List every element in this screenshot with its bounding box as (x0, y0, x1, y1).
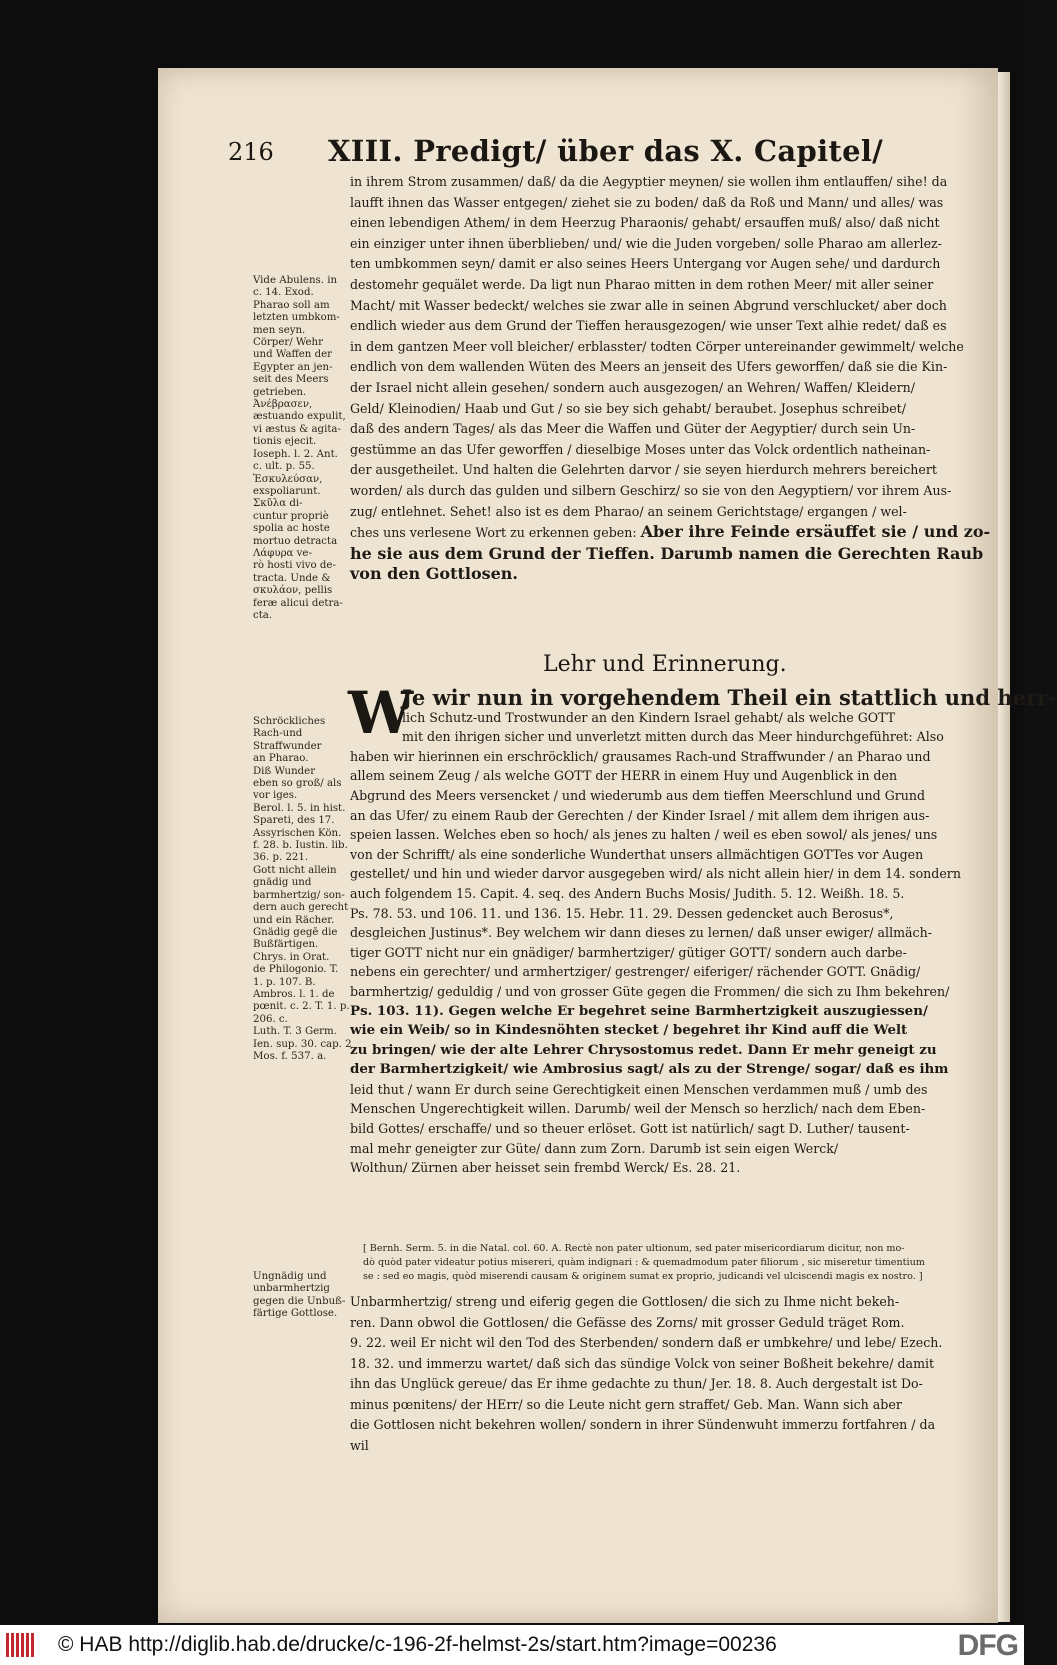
text-line: feræ alicui detra- (253, 597, 343, 609)
text-line: letzten umbkom- (253, 312, 340, 324)
source-url[interactable]: © HAB http://diglib.hab.de/drucke/c-196-2f-helmst-2s/start.htm?image=00236 (58, 1633, 777, 1656)
text-line: Ambros. l. 1. de (253, 988, 335, 1000)
text-line: Menschen Ungerechtigkeit willen. Darumb/ weil der Mensch so herzlich/ nach dem Eben- (350, 1101, 926, 1117)
text-line: tionis ejecit. (253, 436, 317, 448)
text-line: σκυλάον, pellis (253, 585, 333, 597)
text-line: eben so groß/ als (253, 778, 342, 790)
text-line: seit des Meers (253, 374, 329, 386)
text-line: Unbarmhertzig/ streng und eiferig gegen die Gottlosen/ die sich zu Ihme nicht bekeh- (350, 1294, 900, 1309)
text-line: vor iges. (253, 790, 298, 802)
text-line: se : sed eo magis, quòd miserendi causam & originem sumat ex proprio, judicandi vel ulciscendi magis ex nostro. ] (363, 1271, 923, 1283)
text-line: unbarmhertzig (253, 1283, 330, 1295)
body-text-1 (350, 172, 990, 585)
text-line: 1. p. 107. B. (253, 976, 316, 988)
text-line: dò quòd pater videatur potius misereri, quàm indignari : & quemadmodum pater filiorum , sic miseretur timentium (363, 1257, 925, 1269)
text-line: Mos. f. 537. a. (253, 1050, 327, 1062)
text-line: Wolthun/ Zürnen aber heisset sein frembd Werck/ Es. 28. 21. (350, 1160, 741, 1176)
body-text-2 (348, 679, 1057, 1178)
text-line: barmhertzig/ son- (253, 889, 345, 901)
text-line: lich Schutz-und Trostwunder an den Kindern Israel gehabt/ als welche GOTT (402, 709, 896, 725)
text-line: 206. c. (253, 1013, 288, 1025)
margin-notes-1 (253, 275, 345, 622)
text-line: Ungnädig und (253, 1271, 327, 1282)
text-line: an Pharao. (253, 753, 309, 765)
text-line: æstuando expulit, (253, 411, 346, 423)
page-number: 216 (228, 138, 274, 166)
text-line: getrieben. (253, 386, 307, 398)
text-line: de Philogonio. T. (253, 964, 339, 976)
emphasis-text: Aber ihre Feinde ersäuffet sie / und zo- (640, 522, 991, 542)
text-line: Rach-und (253, 728, 303, 740)
page-header (228, 132, 968, 172)
text-line: ten umbkommen seyn/ damit er also seines Heers Untergang vor Augen sehe/ und dardurch (350, 256, 941, 272)
text-line: gestümme an das Ufer geworffen / dieselbige Moses unter das Volck ordentlich natheinan- (350, 441, 931, 457)
text-line: laufft ihnen das Wasser entgegen/ ziehet sie zu boden/ daß da Roß und Mann/ und alles/ was (350, 194, 944, 210)
text-line: ein einziger unter ihnen überblieben/ und/ wie die Juden vorgeben/ solle Pharao am allerlez- (350, 235, 942, 251)
text-line: mortuo detracta (253, 535, 338, 547)
text-line: Gnädig gegē die (253, 926, 338, 938)
text-line: desgleichen Justinus*. Bey welchem wir dann dieses zu lernen/ daß unser ewiger/ allmäch- (350, 925, 932, 941)
margin-notes-2 (253, 716, 352, 1063)
text-line: Diß Wunder (253, 765, 316, 777)
text-line: Pharao soll am (253, 299, 330, 311)
text-line: Spareti, des 17. (253, 815, 335, 827)
text-line: Chrys. in Orat. (253, 951, 330, 963)
text-line: Ioseph. l. 2. Ant. (253, 448, 338, 460)
text-line: 18. 32. und immerzu wartet/ daß sich das sündige Volck von seiner Boßheit bekehre/ damit (350, 1355, 935, 1371)
text-line: 9. 22. weil Er nicht wil den Tod des Sterbenden/ sondern daß er umbkehre/ und lebe/ Ezech. (350, 1335, 943, 1350)
running-title: XIII. Predigt/ über das X. Capitel/ (328, 134, 884, 168)
dfg-logo: DFG (957, 1629, 1018, 1662)
text-line: Ien. sup. 30. cap. 2 (253, 1038, 352, 1050)
text-line: gestellet/ und hin und wieder darvor ausgegeben wird/ als nicht allein hier/ in dem 14. sondern (350, 866, 961, 882)
text-line: endlich von dem wallenden Wüten des Meers an jenseit des Ufers geworffen/ daß sie die Kin- (350, 359, 948, 375)
bernhard-quote (363, 1242, 985, 1285)
text-line: gnädig und (253, 877, 312, 889)
text-line: haben wir hierinnen ein erschröcklich/ grausames Rach-und Straffwunder / an Pharao und (350, 748, 931, 764)
text-line: in ihrem Strom zusammen/ daß/ da die Aegyptier meynen/ sie wollen ihm entlauffen/ sihe! da (350, 174, 948, 189)
text-line: Luth. T. 3 Germ. (253, 1026, 337, 1038)
text-line: färtige Gottlose. (253, 1308, 338, 1320)
text-line: an das Ufer/ zu einem Raub der Gerechten / der Kinder Israel / mit allem dem ihrigen aus- (350, 807, 930, 823)
text-line: leid thut / wann Er durch seine Gerechtigkeit einen Menschen verdammen muß / umb des (350, 1081, 928, 1097)
text-line: c. ult. p. 55. (253, 461, 315, 473)
text-line: in dem gantzen Meer voll bleicher/ erblasster/ todten Cörper untereinander gewimmelt/ welche (350, 338, 964, 354)
text-line: mit den ihrigen sicher und unverletzt mitten durch das Meer hindurchgeführet: Also (402, 729, 944, 745)
text-line: ren. Dann obwol die Gottlosen/ die Gefässe des Zorns/ mit grosser Geduld träget Rom. (350, 1314, 905, 1330)
text-line: destomehr gequälet werde. Da ligt nun Pharao mitten in dem rothen Meer/ mit aller seiner (350, 276, 934, 292)
footer-bar (0, 1625, 1024, 1665)
text-line: pœnit. c. 2. T. 1. p. (253, 1001, 350, 1013)
body-line: ches uns verlesene Wort zu erkennen geben: Aber ihre Feinde ersäuffet sie / und zo- (350, 522, 991, 542)
text-line: Macht/ mit Wasser bedeckt/ welches sie zwar alle in seinen Abgrund verschlucket/ aber doch (350, 297, 947, 313)
text-line: [ Bernh. Serm. 5. in die Natal. col. 60. A. Rectè non pater ultionum, sed pater misericordiarum dicitur, non mo- (363, 1243, 905, 1254)
text-line: der Israel nicht allein gesehen/ sondern auch ausgezogen/ an Wehren/ Waffen/ Kleidern/ (350, 379, 915, 395)
text-line: der Barmhertzigkeit/ wie Ambrosius sagt/ als zu der Strenge/ sogar/ daß es ihm (350, 1061, 949, 1078)
drop-cap: W (348, 679, 414, 747)
text-line: zug/ entlehnet. Sehet! also ist es dem Pharao/ an seinem Gerichtstage/ ergangen / wel- (350, 503, 907, 519)
text-line: Bußfärtigen. (253, 939, 319, 951)
text-line: vi æstus & agita- (253, 423, 341, 435)
text-line: daß des andern Tages/ als das Meer die Waffen und Güter der Aegyptier/ durch sein Un- (350, 421, 916, 437)
text-line: cuntur propriè (253, 510, 329, 522)
text-line: Geld/ Kleinodien/ Haab und Gut / so sie bey sich gehabt/ beraubet. Josephus schreibet/ (350, 400, 906, 416)
section-heading: Lehr und Erinnerung. (543, 652, 787, 677)
hab-library-icon (6, 1633, 42, 1659)
text-line: Schröckliches (253, 716, 326, 727)
text-line: Vide Abulens. in (253, 275, 338, 286)
text-line: und Waffen der (253, 349, 333, 361)
text-line: wil (350, 1437, 369, 1453)
text-line: worden/ als durch das gulden und silbern Geschirz/ so sie von den Aegyptiern/ vor ihrem Aus- (350, 482, 952, 498)
text-line: und ein Rächer. (253, 914, 335, 926)
text-line: exspoliarunt. (253, 485, 321, 497)
text-line: auch folgendem 15. Capit. 4. seq. des Andern Buchs Mosis/ Judith. 5. 12. Weißh. 18. 5. (350, 885, 905, 901)
text-line: allem seinem Zeug / als welche GOTT der HERR in einem Huy und Augenblick in den (350, 768, 898, 784)
text-line: bild Gottes/ erschaffe/ und so theuer erlöset. Gott ist natürlich/ sagt D. Luther/ tausent- (350, 1121, 910, 1137)
emphasis-line: he sie aus dem Grund der Tieffen. Darumb namen die Gerechten Raub (350, 543, 984, 563)
text-line: minus pœnitens/ der HErr/ so die Leute nicht gern straffet/ Geb. Man. Wann sich aber (350, 1396, 902, 1412)
text-line: Egypter an jen- (253, 361, 333, 373)
text-line: gegen die Unbuß- (253, 1295, 346, 1307)
text-line: f. 28. b. Iustin. lib. (253, 840, 348, 852)
text-line: men seyn. (253, 324, 306, 336)
text-line: von der Schrifft/ als eine sonderliche Wunderthat unsers allmächtigen GOTTes vor Augen (350, 846, 924, 862)
margin-notes-3 (253, 1271, 345, 1321)
text-line: Ἐσκυλεύσαν, (253, 473, 323, 485)
text-line: spolia ac hoste (253, 523, 330, 535)
book-page (158, 68, 1057, 1623)
text-line: einen lebendigen Athem/ in dem Heerzug Pharaonis/ gehabt/ ersauffen muß/ also/ daß nicht (350, 215, 940, 231)
text-line: rò hosti vivo de- (253, 560, 336, 572)
text-line: Σκῦλα di- (253, 498, 303, 510)
text-line: Cörper/ Wehr (253, 337, 323, 349)
text-line: Gott nicht allein (253, 864, 337, 876)
text-line: c. 14. Exod. (253, 287, 314, 299)
emphasis-line: von den Gottlosen. (350, 564, 518, 584)
text-line: Ἀνέβρασεν, (253, 399, 313, 411)
text-line: Ps. 103. 11). Gegen welche Er begehret seine Barmhertzigkeit auszugiessen/ (350, 1002, 928, 1019)
text-line: tracta. Unde & (253, 572, 331, 584)
body-text-3 (350, 1292, 990, 1456)
text-line: die Gottlosen nicht bekehren wollen/ sondern in ihrer Sündenwuht immerzu fortfahren / da (350, 1417, 936, 1432)
text-line: Straffwunder (253, 740, 322, 752)
text-line: speien lassen. Welches eben so hoch/ als jenes zu halten / weil es eben sowol/ als jenes/ uns (350, 827, 938, 843)
text-line: Ps. 78. 53. und 106. 11. und 136. 15. Hebr. 11. 29. Dessen gedencket auch Berosus*, (350, 905, 894, 921)
text-line: wie ein Weib/ so in Kindesnöhten stecket / begehret ihr Kind auff die Welt (350, 1022, 908, 1039)
text-line: zu bringen/ wie der alte Lehrer Chrysostomus redet. Dann Er mehr geneigt zu (350, 1041, 937, 1058)
text-line: Berol. l. 5. in hist. (253, 802, 346, 814)
text-line: der ausgetheilet. Und halten die Gelehrten darvor / sie seyen hierdurch mehrers bereichert (350, 462, 937, 478)
lead-line: Je wir nun in vorgehendem Theil ein stattlich und herr- (402, 685, 1057, 710)
text-line: Λάφυρα ve- (253, 547, 312, 559)
text-line: endlich wieder aus dem Grund der Tieffen herausgezogen/ wie unser Text alhie redet/ daß es (350, 318, 947, 334)
text-line: mal mehr geneigter zur Güte/ dann zum Zorn. Darumb ist sein eigen Werck/ (350, 1140, 839, 1156)
text-line: tiger GOTT nicht nur ein gnädiger/ barmhertziger/ gütiger GOTT/ sondern auch darbe- (350, 944, 907, 960)
text-line: Abgrund des Meers versencket / und wiederumb aus dem tieffen Meerschlund und Grund (350, 787, 926, 803)
text-line: nebens ein gerechter/ und armhertziger/ gestrenger/ eiferiger/ rächender GOTT. Gnädig/ (350, 964, 921, 980)
text-line: 36. p. 221. (253, 852, 309, 864)
text-line: barmhertzig/ geduldig / und von grosser Güte gegen die Frommen/ die sich zu Ihm bekehren/ (350, 983, 950, 999)
text-line: Assyrischen Kön. (253, 827, 342, 839)
text-line: cta. (253, 609, 273, 621)
text-line: ihn das Unglück gereue/ das Er ihme gedachte zu thun/ Jer. 18. 8. Auch dergestalt ist Do- (350, 1376, 923, 1391)
text-line: dern auch gerecht (253, 902, 349, 914)
